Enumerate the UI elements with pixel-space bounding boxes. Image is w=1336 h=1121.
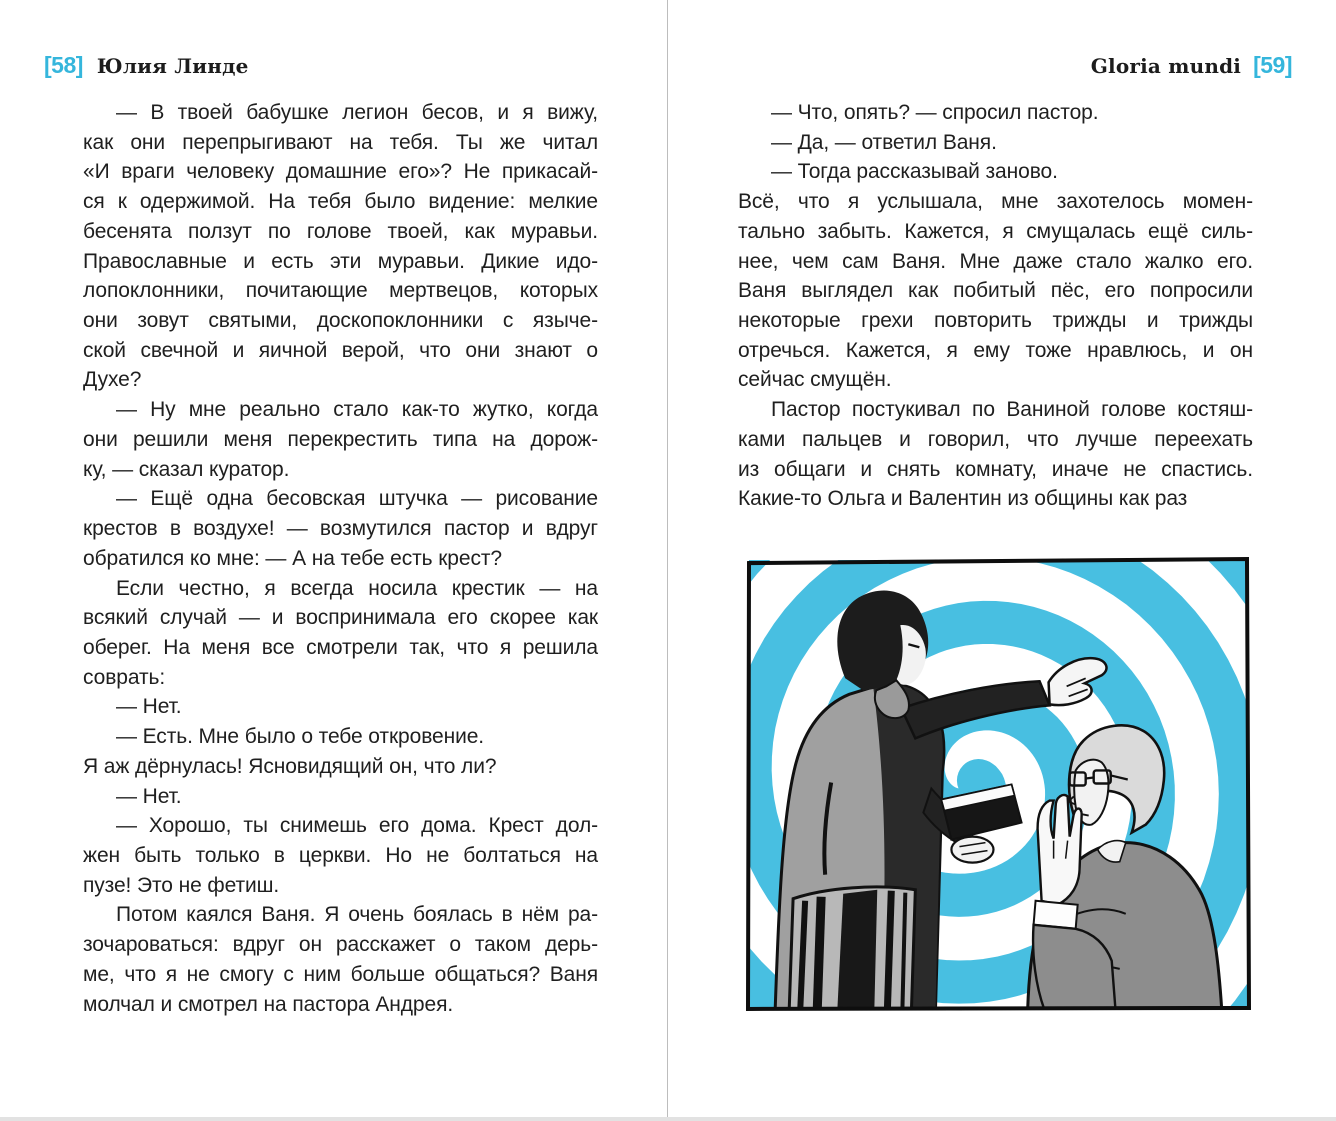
text-line: Всё, что я услышала, мне захотелось момен- [738, 190, 1253, 214]
running-header-right [1091, 52, 1292, 80]
text-line: — Есть. Мне было о тебе откровение. [116, 725, 485, 749]
text-line: нее, чем сам Ваня. Мне даже стало жалко его. [738, 249, 1253, 273]
text-column-left [83, 98, 598, 1019]
text-column-right [738, 98, 1253, 514]
text-line: крестов в воздухе! — возмутился пастор и вдруг [83, 517, 598, 541]
running-header-left [44, 52, 249, 80]
text-line: Потом каялся Ваня. Я очень боялась в нём ра- [116, 903, 598, 927]
text-line: Какие-то Ольга и Валентин из общины как раз [738, 487, 1188, 511]
text-line: Я аж дёрнулась! Ясновидящий он, что ли? [83, 754, 497, 778]
text-line: тально забыть. Кажется, я смущалась ещё силь- [738, 219, 1253, 243]
text-line: — Ну мне реально стало как-то жутко, когда [116, 398, 598, 422]
text-line: — В твоей бабушке легион бесов, и я вижу, [116, 101, 598, 124]
page-number-right: [59] [1253, 52, 1292, 78]
running-title-book: Gloria mundi [1090, 54, 1242, 78]
blessing-illustration [745, 556, 1252, 1013]
text-line: ками пальцев и говорил, что лучше переехать [738, 427, 1253, 451]
text-line: оберег. На меня все смотрели так, что я решила [83, 635, 598, 659]
text-line: жен быть только в церкви. Но не болтаться на [83, 843, 598, 867]
text-line: — Нет. [116, 784, 182, 808]
text-line: Духе? [83, 368, 142, 392]
text-line: — Тогда рассказывай заново. [771, 160, 1058, 184]
text-line: соврать: [83, 665, 166, 689]
text-line: Православные и есть эти муравьи. Дикие идо- [83, 249, 598, 273]
text-line: Пастор постукивал по Ваниной голове костяш- [771, 398, 1253, 422]
text-line: некоторые грехи повторить трижды и трижды [738, 309, 1253, 333]
running-title-author: Юлия Линде [96, 54, 249, 78]
page-gutter-divider [667, 0, 668, 1121]
text-line: они зовут святыми, доскопоклонники с языче- [83, 309, 598, 333]
text-line: из общаги и снять комнату, иначе не спастись. [738, 457, 1253, 481]
text-line: — Да, — ответил Ваня. [771, 130, 997, 154]
text-line: пузе! Это не фетиш. [83, 873, 280, 897]
text-line: — Ещё одна бесовская штучка — рисование [116, 487, 598, 511]
text-line: ме, что я не смогу с ним больше общаться? Ваня [83, 962, 598, 986]
text-line: ся к одержимой. На тебя было видение: мелкие [83, 190, 598, 214]
text-line: — Что, опять? — спросил пастор. [771, 101, 1099, 124]
page-number-left: [58] [44, 52, 83, 78]
text-line: лопоклонники, почитающие мертвецов, которых [83, 279, 598, 303]
text-line: молчал и смотрел на пастора Андрея. [83, 992, 454, 1016]
text-line: как они перепрыгивают на тебя. Ты же читал [83, 130, 598, 154]
text-line: — Нет. [116, 695, 182, 719]
text-line: зочароваться: вдруг он расскажет о таком дерь- [83, 933, 598, 957]
text-line: ку, — сказал куратор. [83, 457, 290, 481]
text-line: Если честно, я всегда носила крестик — на [116, 576, 598, 600]
text-line: сейчас смущён. [738, 368, 892, 392]
text-line: всякий случай — и воспринимала его скорее как [83, 606, 598, 630]
page-bottom-edge [0, 1117, 1336, 1121]
text-line: обратился ко мне: — А на тебе есть крест? [83, 546, 502, 570]
text-line: отречься. Кажется, я ему тоже нравлюсь, и он [738, 338, 1253, 362]
text-line: «И враги человеку домашние его»? Не прикасай- [83, 160, 598, 184]
text-line: бесенята ползут по голове твоей, как муравьи. [83, 219, 598, 243]
text-line: Ваня выглядел как побитый пёс, его попросили [738, 279, 1253, 303]
text-line: — Хорошо, ты снимешь его дома. Крест дол- [116, 814, 598, 838]
text-line: они решили меня перекрестить типа на дорож- [83, 427, 598, 451]
text-line: ской свечной и яичной верой, что они знают о [83, 338, 598, 362]
